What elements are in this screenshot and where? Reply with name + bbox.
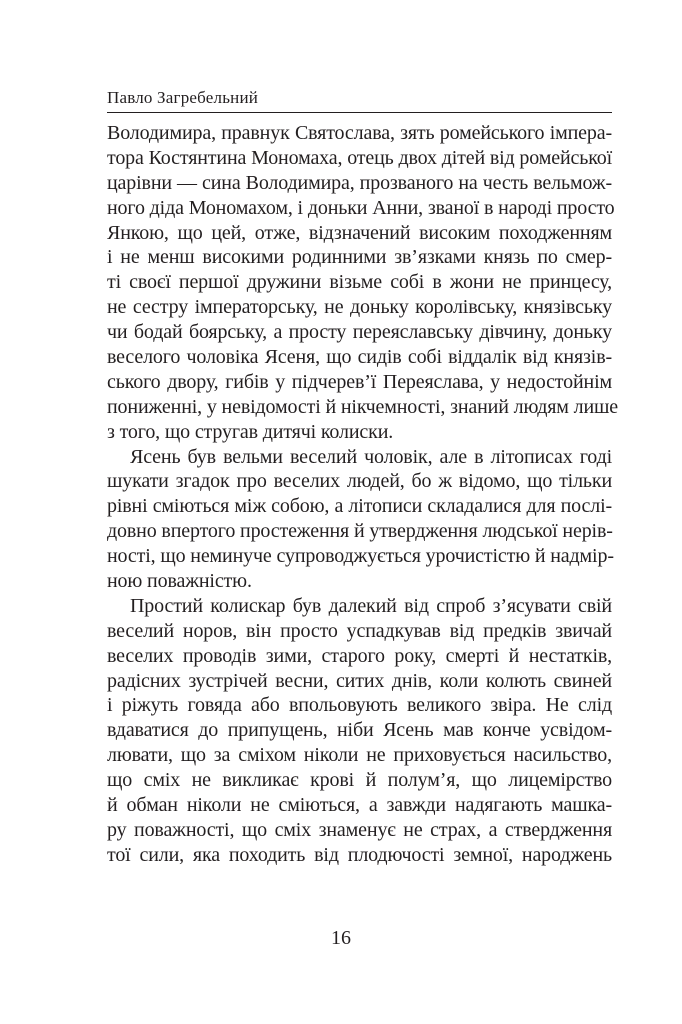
text-line: тора Костянтина Мономаха, отець двох дітей від ромейської bbox=[107, 146, 613, 169]
page-number: 16 bbox=[331, 927, 351, 949]
text-line: ного діда Мономахом, і доньки Анни, званої в народі просто bbox=[107, 196, 615, 219]
text-line: радісних зустрічей весни, ситих днів, коли колють свиней bbox=[107, 669, 612, 692]
paragraph-first-line: Простий колискар був далекий від спроб з’ясувати свій bbox=[130, 594, 612, 617]
text-line: ру поважності, що сміх знаменує не страх, а ствердження bbox=[107, 818, 612, 841]
text-line: вдаватися до припущень, ніби Ясень мав конче усвідом- bbox=[107, 719, 612, 742]
author-name: Павло Загребельний bbox=[107, 88, 259, 107]
text-line: ності, що неминуче супроводжується урочистістю й надмір- bbox=[107, 545, 614, 568]
text-line: Володимира, правнук Святослава, зять ромейського імпера- bbox=[107, 122, 612, 144]
text-line: лювати, що за сміхом ніколи не приховується насильство, bbox=[107, 744, 612, 767]
text-line: й обман ніколи не сміються, а завжди надягають машка- bbox=[107, 794, 612, 817]
running-header bbox=[107, 86, 612, 113]
text-line: шукати згадок про веселих людей, бо ж відомо, що тільки bbox=[107, 470, 612, 493]
text-line: веселий норов, він просто успадкував від предків звичай bbox=[107, 619, 612, 642]
text-line: тої сили, яка походить від плодючості земної, народжень bbox=[107, 843, 612, 866]
text-line: і не менш високими родинними зв’язками князь по смер- bbox=[107, 246, 612, 269]
page-body bbox=[107, 121, 619, 868]
paragraph-first-line: Ясень був вельми веселий чоловік, але в літописах годі bbox=[130, 445, 612, 468]
text-line: веселих проводів зими, старого року, смерті й нестатків, bbox=[107, 644, 612, 667]
text-line: довно впертого простеження й утвердження людської нерів- bbox=[107, 520, 613, 543]
text-line: і ріжуть говяда або впольовують великого звіра. Не слід bbox=[107, 694, 612, 717]
paragraph-end-line: з того, що стругав дитячі колиски. bbox=[107, 420, 394, 443]
text-line: чи бодай боярську, а просту переяславську дівчину, доньку bbox=[107, 321, 612, 344]
text-line: ті своєї першої дружини візьме собі в жони не принцесу, bbox=[107, 271, 612, 294]
text-line: пониженні, у невідомості й нікчемності, знаний людям лише bbox=[107, 395, 619, 418]
text-line: що сміх не викликає крові й полум’я, що лицемірство bbox=[107, 769, 612, 792]
text-line: не сестру імператорську, не доньку королівську, князівську bbox=[107, 296, 612, 319]
text-line: царівни — сина Володимира, прозваного на честь вельмож- bbox=[107, 171, 612, 194]
text-line: веселого чоловіка Ясеня, що сидів собі віддалік від князів- bbox=[107, 346, 612, 369]
text-line: рівні сміються між собою, а літописи складалися для послі- bbox=[107, 495, 612, 518]
paragraph-end-line: ною поважністю. bbox=[107, 570, 252, 593]
text-line: ського двору, гибів у підчерев’ї Переяслава, у недостойнім bbox=[107, 370, 612, 393]
text-line: Янкою, що цей, отже, відзначений високим походженням bbox=[107, 221, 612, 244]
